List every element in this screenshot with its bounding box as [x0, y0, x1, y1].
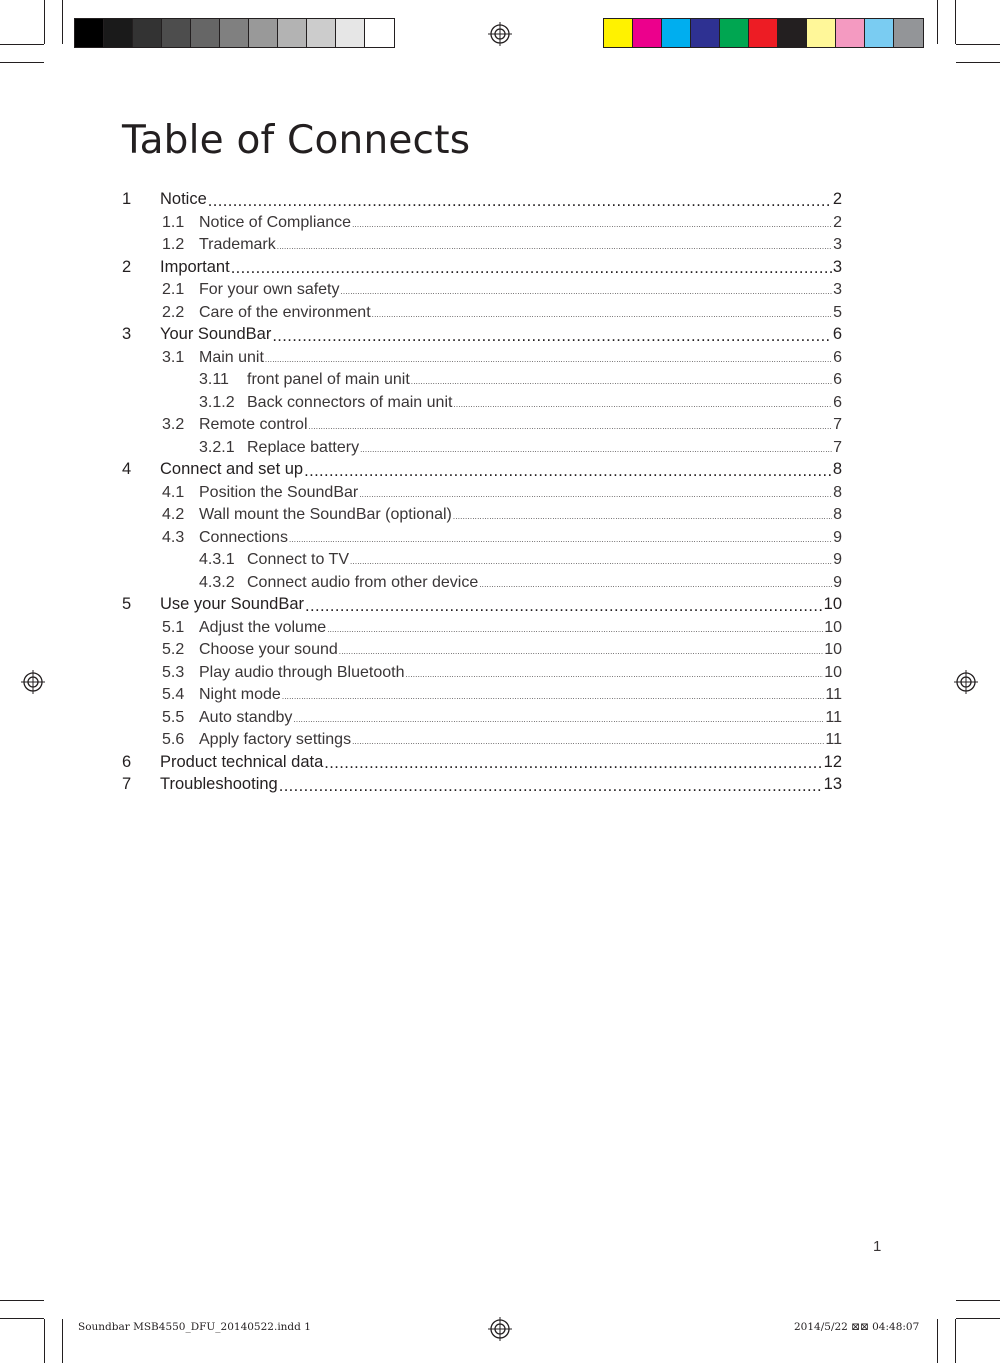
toc-entry[interactable] — [0, 345, 1000, 367]
toc-entry[interactable] — [0, 480, 1000, 502]
toc-leader-dots — [208, 193, 832, 210]
toc-leader-dots — [352, 221, 832, 232]
toc-entry[interactable] — [0, 592, 1000, 614]
color-swatch — [720, 19, 749, 47]
toc-leader-dots — [359, 491, 832, 502]
toc-entry[interactable] — [0, 502, 1000, 524]
crop-mark — [62, 0, 63, 44]
toc-entry[interactable] — [0, 187, 1000, 209]
toc-entry[interactable] — [0, 637, 1000, 659]
grayscale-bar — [74, 18, 395, 48]
toc-entry-page: 7 — [833, 438, 842, 456]
color-swatch — [307, 19, 336, 47]
toc-entry-page: 9 — [833, 551, 842, 568]
page-number: 1 — [873, 1238, 882, 1255]
toc-leader-dots — [339, 648, 823, 659]
toc-entry-title: Connect and set up — [160, 460, 304, 478]
toc-entry[interactable] — [0, 547, 1000, 569]
crop-mark — [0, 1300, 44, 1301]
color-swatch — [633, 19, 662, 47]
crop-mark — [955, 0, 956, 44]
toc-entry-number: 3.1.2 — [199, 393, 235, 411]
toc-entry-page: 11 — [825, 708, 842, 726]
toc-entry[interactable] — [0, 232, 1000, 254]
toc-entry-title: Troubleshooting — [160, 775, 278, 793]
toc-entry-title: For your own safety — [199, 281, 340, 298]
toc-entry-title: Apply factory settings — [199, 731, 352, 748]
color-swatch — [836, 19, 865, 47]
toc-entry[interactable] — [0, 457, 1000, 479]
toc-entry-number: 4.3.1 — [199, 551, 235, 568]
toc-entry-page: 8 — [833, 483, 842, 501]
crop-mark — [956, 1318, 1000, 1319]
toc-leader-dots — [293, 716, 824, 727]
slug-timestamp: 2014/5/22 ⊠⊠ 04:48:07 — [794, 1321, 920, 1333]
toc-entry-number: 5 — [122, 595, 132, 613]
registration-mark-icon — [488, 1317, 512, 1341]
color-swatch — [749, 19, 778, 47]
toc-entry[interactable] — [0, 412, 1000, 434]
toc-entry-number: 4.3 — [162, 528, 185, 546]
toc-entry-page: 5 — [833, 303, 842, 321]
color-swatch — [336, 19, 365, 47]
color-swatch — [249, 19, 278, 47]
toc-entry-number: 5.2 — [162, 641, 185, 658]
color-swatch — [162, 19, 191, 47]
toc-leader-dots — [479, 581, 832, 592]
crop-mark — [956, 1300, 1000, 1301]
toc-entry-number: 4.2 — [162, 506, 185, 523]
toc-entry-page: 6 — [833, 371, 842, 388]
toc-entry-title: Your SoundBar — [160, 325, 272, 343]
toc-entry[interactable] — [0, 525, 1000, 547]
toc-entry-page: 10 — [824, 618, 842, 636]
toc-entry-page: 8 — [833, 506, 842, 523]
crop-mark — [44, 0, 45, 44]
crop-mark — [62, 1319, 63, 1363]
crop-mark — [956, 62, 1000, 63]
crop-mark — [44, 1319, 45, 1363]
toc-entry-page: 10 — [824, 663, 842, 681]
toc-entry-title: Back connectors of main unit — [247, 393, 453, 411]
color-swatch — [865, 19, 894, 47]
toc-entry[interactable] — [0, 727, 1000, 749]
color-swatch — [104, 19, 133, 47]
toc-entry-number: 3.2 — [162, 416, 185, 433]
crop-mark — [0, 62, 44, 63]
toc-entry-number: 3 — [122, 325, 132, 343]
toc-entry-page: 12 — [823, 752, 842, 771]
crop-mark — [956, 44, 1000, 45]
registration-mark-icon — [488, 22, 512, 46]
toc-entry-page: 6 — [833, 393, 842, 411]
color-swatch — [278, 19, 307, 47]
toc-entry-title: Connections — [199, 528, 288, 546]
toc-entry-number: 1 — [122, 190, 132, 208]
toc-entry-number: 2.1 — [162, 281, 185, 298]
slug-file-info: Soundbar MSB4550_DFU_20140522.indd 1 — [78, 1321, 311, 1333]
toc-entry-title: Main unit — [199, 348, 264, 366]
toc-entry-page: 2 — [833, 213, 842, 231]
toc-entry-title: Connect to TV — [247, 551, 349, 568]
toc-entry-number: 5.6 — [162, 731, 185, 748]
color-bar — [603, 18, 924, 48]
toc-entry-number: 5.1 — [162, 618, 185, 636]
toc-leader-dots — [327, 626, 823, 637]
toc-entry-page: 3 — [833, 236, 842, 253]
toc-entry[interactable] — [0, 277, 1000, 299]
toc-entry-page: 8 — [832, 460, 842, 478]
toc-entry[interactable] — [0, 255, 1000, 277]
toc-entry-title: Adjust the volume — [199, 618, 327, 636]
toc-leader-dots — [309, 423, 833, 434]
toc-entry-number: 2.2 — [162, 303, 185, 321]
toc-leader-dots — [305, 598, 823, 615]
toc-entry-number: 4.1 — [162, 483, 185, 501]
toc-entry-page: 3 — [832, 257, 842, 276]
toc-entry[interactable] — [0, 210, 1000, 232]
toc-leader-dots — [324, 755, 822, 772]
crop-mark — [0, 1318, 44, 1319]
toc-entry-title: Notice — [160, 190, 207, 208]
toc-entry-number: 3.1 — [162, 348, 185, 366]
color-swatch — [133, 19, 162, 47]
toc-entry-page: 9 — [833, 528, 842, 546]
toc-leader-dots — [265, 356, 832, 367]
toc-entry-page: 10 — [823, 595, 842, 613]
toc-entry[interactable] — [0, 322, 1000, 344]
color-swatch — [220, 19, 249, 47]
toc-entry[interactable] — [0, 435, 1000, 457]
toc-entry-page: 6 — [832, 325, 842, 343]
toc-entry-page: 3 — [833, 281, 842, 298]
color-swatch — [691, 19, 720, 47]
toc-leader-dots — [372, 311, 832, 322]
toc-leader-dots — [453, 513, 832, 524]
toc-leader-dots — [405, 671, 823, 682]
color-swatch — [894, 19, 923, 47]
crop-mark — [955, 1319, 956, 1363]
toc-entry-title: Position the SoundBar — [199, 483, 359, 501]
toc-entry-number: 7 — [122, 775, 132, 793]
toc-entry-page: 6 — [833, 348, 842, 366]
color-swatch — [191, 19, 220, 47]
toc-leader-dots — [279, 778, 823, 795]
toc-entry[interactable] — [0, 300, 1000, 322]
toc-entry-number: 2 — [122, 257, 132, 276]
toc-entry-title: Notice of Compliance — [199, 213, 352, 231]
toc-leader-dots — [352, 738, 824, 749]
color-swatch — [365, 19, 394, 47]
toc-entry-page: 13 — [823, 775, 842, 793]
toc-entry-title: Trademark — [199, 236, 276, 253]
crop-mark — [937, 0, 938, 44]
color-swatch — [75, 19, 104, 47]
toc-entry[interactable] — [0, 390, 1000, 412]
crop-mark — [937, 1319, 938, 1363]
toc-entry-number: 4 — [122, 460, 132, 478]
toc-leader-dots — [282, 693, 825, 704]
toc-entry-title: Night mode — [199, 686, 281, 703]
toc-leader-dots — [411, 378, 832, 389]
toc-entry[interactable] — [0, 570, 1000, 592]
toc-entry[interactable] — [0, 772, 1000, 794]
color-swatch — [662, 19, 691, 47]
toc-entry-title: Care of the environment — [199, 303, 371, 321]
toc-entry[interactable] — [0, 750, 1000, 772]
toc-leader-dots — [304, 463, 832, 480]
toc-entry[interactable] — [0, 705, 1000, 727]
toc-entry-title: Auto standby — [199, 708, 293, 726]
toc-entry-title: front panel of main unit — [247, 371, 410, 388]
toc-entry-page: 11 — [825, 686, 842, 703]
toc-entry-number: 3.2.1 — [199, 438, 235, 456]
toc-entry-number: 4.3.2 — [199, 573, 235, 591]
toc-leader-dots — [277, 243, 832, 254]
toc-leader-dots — [341, 288, 833, 299]
toc-entry[interactable] — [0, 660, 1000, 682]
toc-leader-dots — [272, 328, 832, 345]
toc-entry-page: 7 — [833, 416, 842, 433]
toc-entry-title: Replace battery — [247, 438, 360, 456]
toc-entry-title: Important — [160, 257, 230, 276]
toc-entry[interactable] — [0, 367, 1000, 389]
toc-entry-title: Choose your sound — [199, 641, 338, 658]
toc-entry-page: 10 — [824, 641, 842, 658]
toc-entry-title: Remote control — [199, 416, 308, 433]
toc-entry-page: 9 — [833, 573, 842, 591]
toc-entry-number: 1.1 — [162, 213, 185, 231]
toc-leader-dots — [231, 260, 832, 277]
toc-entry-number: 5.5 — [162, 708, 185, 726]
toc-entry-title: Wall mount the SoundBar (optional) — [199, 506, 452, 523]
toc-entry-number: 3.11 — [199, 371, 229, 388]
toc-entry-number: 6 — [122, 752, 132, 771]
toc-leader-dots — [350, 558, 832, 569]
toc-entry-number: 5.3 — [162, 663, 185, 681]
toc-entry-page: 11 — [825, 731, 842, 748]
toc-entry-title: Play audio through Bluetooth — [199, 663, 405, 681]
color-swatch — [604, 19, 633, 47]
toc-entry-title: Use your SoundBar — [160, 595, 304, 613]
toc-entry[interactable] — [0, 682, 1000, 704]
color-swatch — [807, 19, 836, 47]
toc-leader-dots — [360, 446, 832, 457]
toc-entry[interactable] — [0, 615, 1000, 637]
color-swatch — [778, 19, 807, 47]
page-title: Table of Connects — [122, 118, 471, 163]
toc-entry-number: 1.2 — [162, 236, 185, 253]
toc-entry-page: 2 — [832, 190, 842, 208]
toc-entry-number: 5.4 — [162, 686, 185, 703]
toc-entry-title: Product technical data — [160, 752, 324, 771]
toc-leader-dots — [289, 536, 832, 547]
crop-mark — [0, 44, 44, 45]
toc-leader-dots — [453, 401, 832, 412]
toc-entry-title: Connect audio from other device — [247, 573, 479, 591]
